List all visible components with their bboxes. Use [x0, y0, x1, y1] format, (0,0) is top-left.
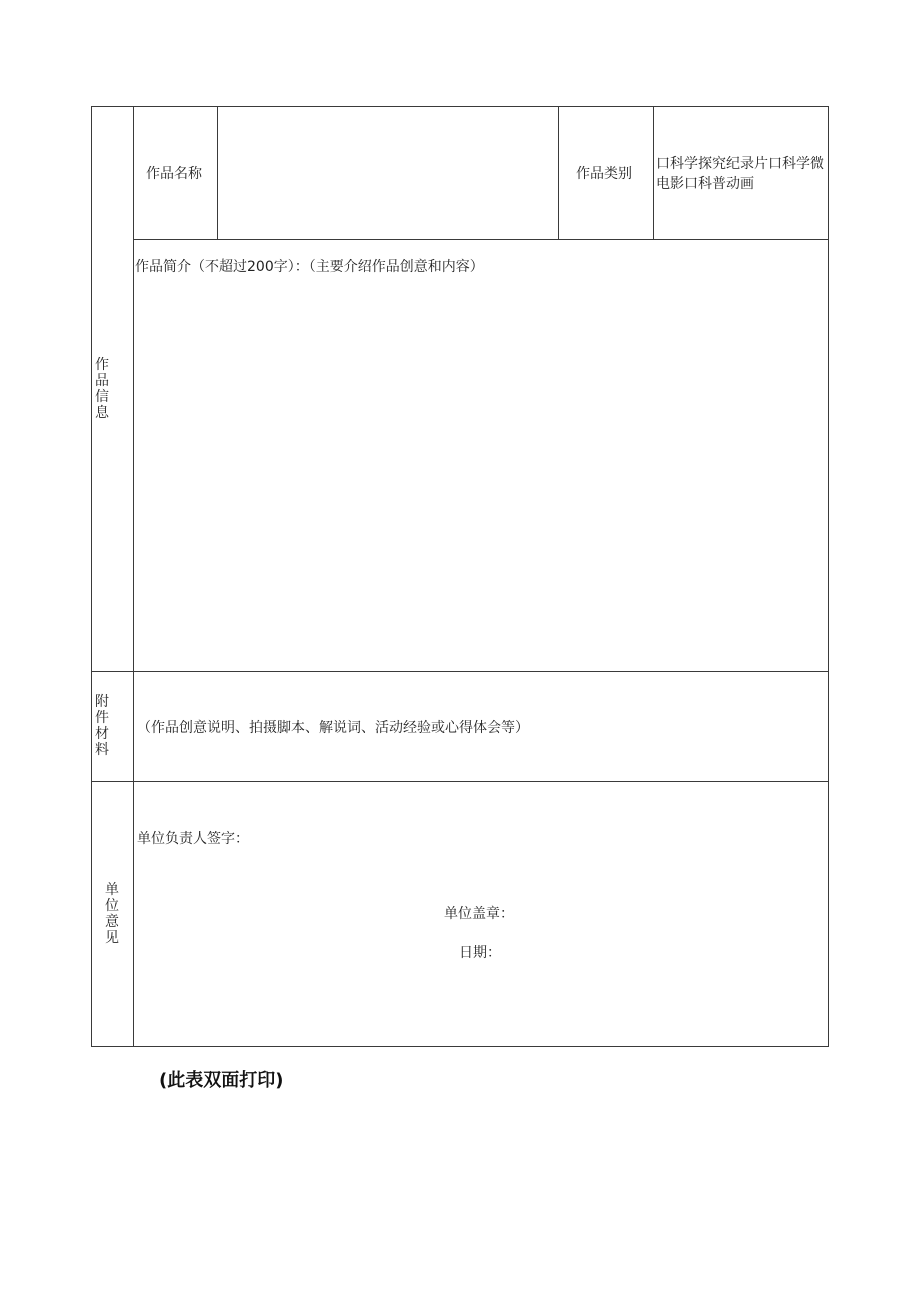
name-row-bottom-border	[133, 239, 829, 240]
work-summary-label: 作品简介（不超过200字）：（主要介绍作品创意和内容）	[135, 259, 484, 275]
work-name-label: 作品名称	[146, 166, 202, 182]
name-value-divider	[558, 106, 559, 240]
unit-signature-label: 单位负责人签字：	[137, 831, 249, 847]
table-right-border	[828, 106, 829, 1047]
attachment-content: （作品创意说明、拍摄脚本、解说词、活动经验或心得体会等）	[137, 720, 529, 736]
work-name-field[interactable]	[222, 110, 554, 236]
work-category-label: 作品类别	[576, 166, 632, 182]
attachment-unit-divider	[91, 781, 829, 782]
info-section-label: 作品信息	[95, 357, 109, 421]
label-column-divider	[133, 106, 134, 1047]
table-left-border	[91, 106, 92, 1047]
info-attachment-divider	[91, 671, 829, 672]
name-label-divider	[217, 106, 218, 240]
unit-section-label: 单位意见	[105, 882, 119, 946]
unit-seal-label: 单位盖章：	[444, 906, 514, 922]
print-note: (此表双面打印)	[159, 1070, 284, 1091]
table-bottom-border	[91, 1046, 829, 1047]
attachment-section-label: 附件材料	[95, 694, 109, 758]
date-label: 日期：	[459, 945, 501, 961]
table-top-border	[91, 106, 829, 107]
category-label-divider	[653, 106, 654, 240]
work-category-options[interactable]: 口科学探究纪录片口科学微电影口科普动画	[656, 156, 824, 192]
